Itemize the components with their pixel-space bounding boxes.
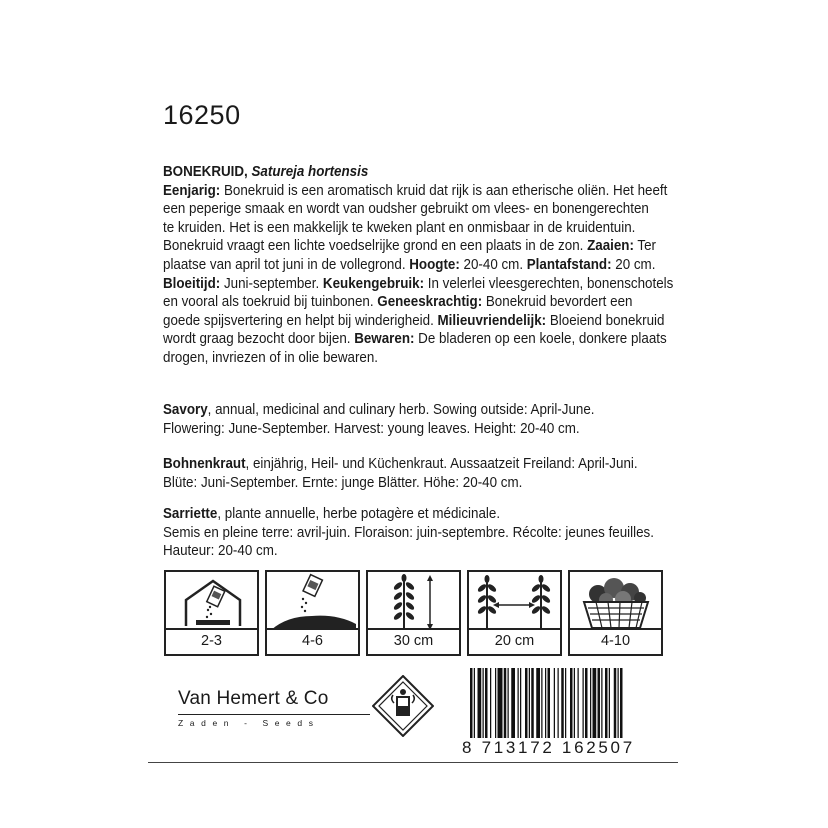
german-description: Bohnenkraut, einjährig, Heil- und Küchenkraut. Aussaatzeit Freiland: April-Juni. Blüte: Juni-September. Ernte: junge Blätter. Höhe: 20-40 cm.: [163, 456, 638, 491]
greenhouse-sowing-box: [164, 570, 259, 656]
plant-height-box: [366, 570, 461, 656]
plant-height-label: 30 cm: [368, 628, 459, 654]
outdoor-sowing-box: [265, 570, 360, 656]
greenhouse-sowing-label: 2-3: [166, 628, 257, 654]
harvest-label: 4-10: [570, 628, 661, 654]
plant-height-icon: [368, 572, 459, 632]
greenhouse-sowing-icon: [166, 572, 257, 632]
plant-spacing-icon: [469, 572, 560, 632]
brand-name: Van Hemert & Co: [178, 688, 329, 709]
french-description: Sarriette, plante annuelle, herbe potagère et médicinale. Semis en pleine terre: avril-juin. Floraison: juin-septembre. Récolte: jeunes feuilles. Hauteur: 20-40 cm.: [163, 506, 654, 560]
barcode-number: 8 713172 162507: [462, 738, 635, 757]
outdoor-sowing-icon: [267, 572, 358, 632]
product-code: 16250: [163, 100, 241, 130]
harvest-basket-icon: [570, 572, 661, 632]
dutch-description: BONEKRUID, Satureja hortensis Eenjarig: Bonekruid is een aromatisch kruid dat rijk is aan etherische oliën. Het heeft een peperige smaak en wordt van oudsher gebruikt om vlees- en bonengerechten te kruiden. Het is een makkelijk te kweken plant en onmisbaar in de kruidentuin. Bonekruid vraagt een lichte voedselrijke grond en een plaats in de zon. Zaaien: Ter plaatse van april tot juni in de vollegrond. Hoogte: 20-40 cm. Plantafstand: 20 cm. Bloeitijd: Juni-september. Keukengebruik: In velerlei vleesgerechten, bonenschotels en vooral als toekruid bij tuinbonen. Geneeskrachtig: Bonekruid bevordert een goede spijsvertering en helpt bij winderigheid. Milieuvriendelijk: Bloeiend bonekruid wordt graag bezocht door bijen. Bewaren: De bladeren op een koele, donkere plaats drogen, invriezen of in olie bewaren.: [163, 163, 684, 368]
sowing-icons-row: [164, 570, 664, 656]
harvest-box: [568, 570, 663, 656]
brand-block: [178, 688, 370, 728]
brand-tagline: Zaden - Seeds: [178, 718, 320, 728]
outdoor-sowing-label: 4-6: [267, 628, 358, 654]
bottom-divider: [148, 762, 678, 763]
vhco-logo-icon: [372, 675, 434, 737]
english-description: Savory, annual, medicinal and culinary herb. Sowing outside: April-June. Flowering: June-September. Harvest: young leaves. Height: 20-40 cm.: [163, 402, 595, 437]
plant-spacing-box: [467, 570, 562, 656]
plant-spacing-label: 20 cm: [469, 628, 560, 654]
brand-divider: [178, 714, 370, 715]
product-title: BONEKRUID, Satureja hortensis: [163, 164, 369, 180]
